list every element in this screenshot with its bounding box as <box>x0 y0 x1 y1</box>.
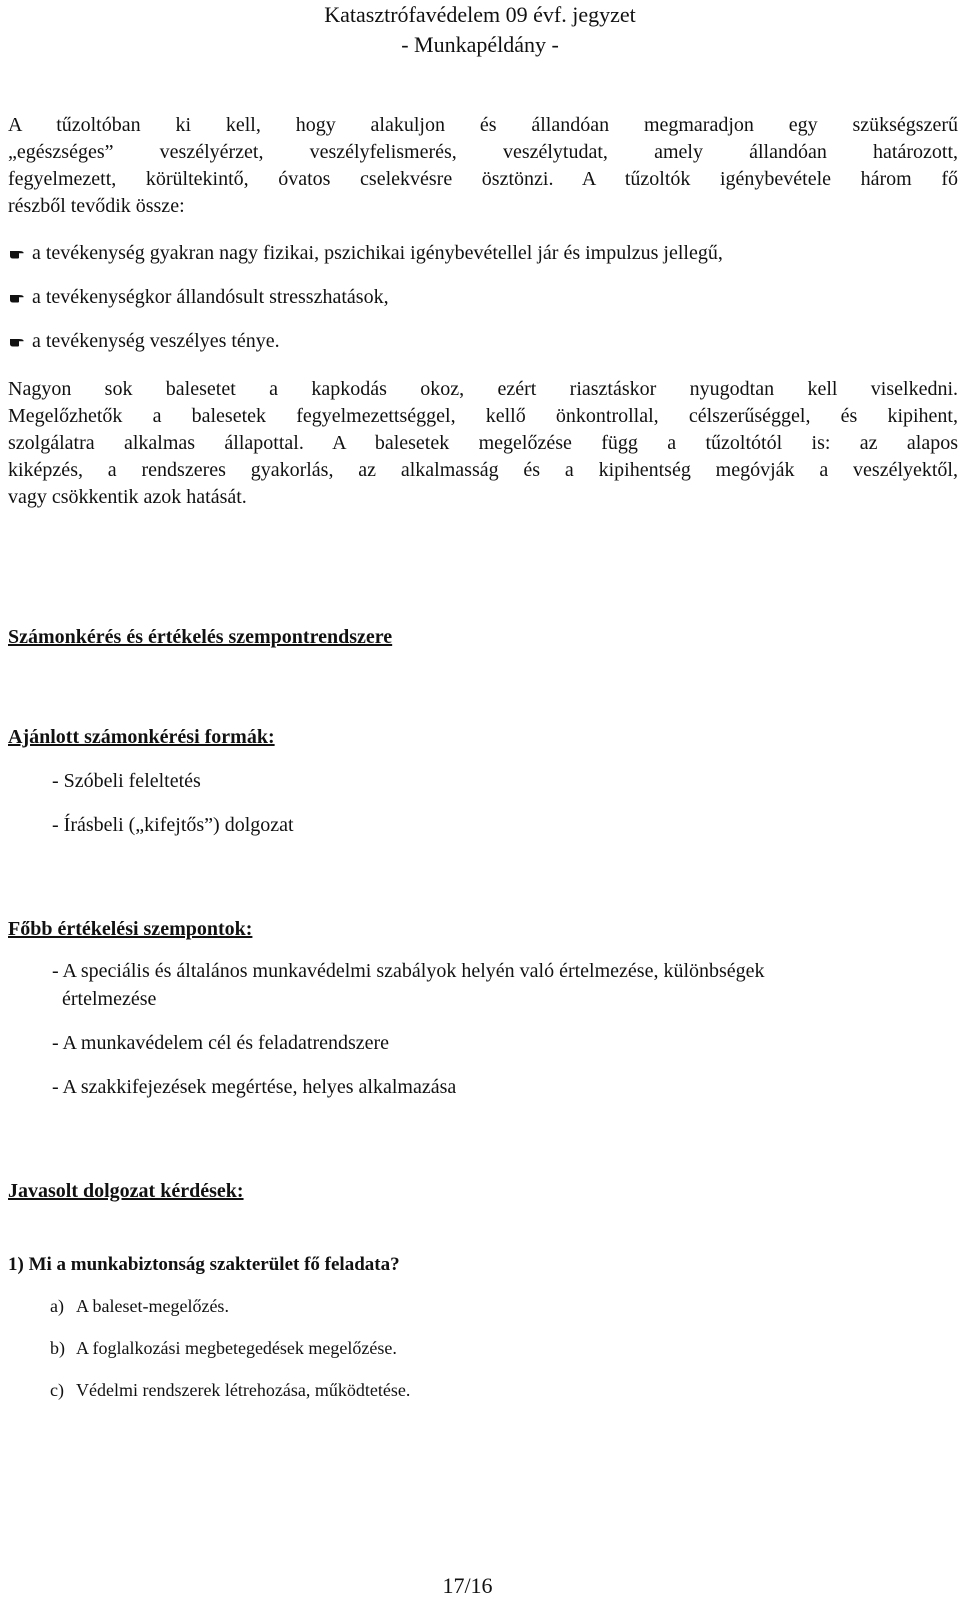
pointing-hand-icon <box>10 293 24 303</box>
document-title: Katasztrófavédelem 09 évf. jegyzet <box>324 2 636 27</box>
accidents-line: szolgálatra alkalmas állapottal. A balesetek megelőzése függ a tűzoltótól is: az alapos <box>8 432 958 454</box>
accidents-line: vagy csökkentik azok hatását. <box>8 486 247 508</box>
criteria-item-continuation: értelmezése <box>62 988 157 1010</box>
answer-letter: b) <box>50 1338 65 1358</box>
answer-letter: c) <box>50 1380 64 1400</box>
criteria-item: - A speciális és általános munkavédelmi szabályok helyén való értelmezése, különbségek <box>52 960 765 982</box>
intro-line: „egészséges” veszélyérzet, veszélyfelismerés, veszélytudat, amely állandóan határozott, <box>8 141 958 163</box>
answer-letter: a) <box>50 1296 64 1316</box>
pointing-hand-icon <box>10 337 24 347</box>
bullet-text: a tevékenység veszélyes ténye. <box>32 330 280 352</box>
page-number: 17/16 <box>442 1573 493 1598</box>
answer-text: A foglalkozási megbetegedések megelőzése. <box>76 1338 397 1358</box>
forms-heading: Ajánlott számonkérési formák: <box>8 726 275 748</box>
questions-heading: Javasolt dolgozat kérdések: <box>8 1180 244 1202</box>
criteria-item: - A szakkifejezések megértése, helyes alkalmazása <box>52 1076 457 1098</box>
accidents-line: kiképzés, a rendszeres gyakorlás, az alkalmasság és a kipihentség megóvják a veszélyektől, <box>8 459 958 481</box>
assessment-heading: Számonkérés és értékelés szempontrendszere <box>8 626 393 648</box>
intro-paragraph <box>8 112 958 220</box>
pointing-hand-icon <box>10 249 24 259</box>
answer-option <box>50 1336 397 1360</box>
form-item: - Írásbeli („kifejtős”) dolgozat <box>52 814 294 836</box>
answer-text: Védelmi rendszerek létrehozása, működtetése. <box>76 1380 411 1400</box>
document-subtitle: - Munkapéldány - <box>401 32 559 57</box>
intro-line: fegyelmezett, körültekintő, óvatos cselekvésre ösztönzi. A tűzoltók igénybevétele három fő <box>8 168 958 190</box>
accidents-paragraph <box>8 376 958 511</box>
intro-line: részből tevődik össze: <box>8 195 185 217</box>
form-item: - Szóbeli feleltetés <box>52 770 201 792</box>
bullet-text: a tevékenység gyakran nagy fizikai, pszichikai igénybevétellel jár és impulzus jellegű, <box>32 242 723 264</box>
bullet-item <box>10 328 950 355</box>
criteria-heading: Főbb értékelési szempontok: <box>8 918 253 940</box>
answer-option <box>50 1378 410 1402</box>
question-1: 1) Mi a munkabiztonság szakterület fő feladata? <box>8 1254 400 1275</box>
answer-option <box>50 1294 229 1318</box>
criteria-item: - A munkavédelem cél és feladatrendszere <box>52 1032 390 1054</box>
accidents-line: Megelőzhetők a balesetek fegyelmezettséggel, kellő önkontrollal, célszerűséggel, és kipihent, <box>8 405 958 427</box>
answer-text: A baleset-megelőzés. <box>76 1296 229 1316</box>
bullet-item <box>10 284 950 311</box>
bullet-item <box>10 240 950 267</box>
intro-line: A tűzoltóban ki kell, hogy alakuljon és állandóan megmaradjon egy szükségszerű <box>8 114 958 136</box>
accidents-line: Nagyon sok balesetet a kapkodás okoz, ezért riasztáskor nyugodtan kell viselkedni. <box>8 378 958 400</box>
bullet-text: a tevékenységkor állandósult stresszhatások, <box>32 286 389 308</box>
